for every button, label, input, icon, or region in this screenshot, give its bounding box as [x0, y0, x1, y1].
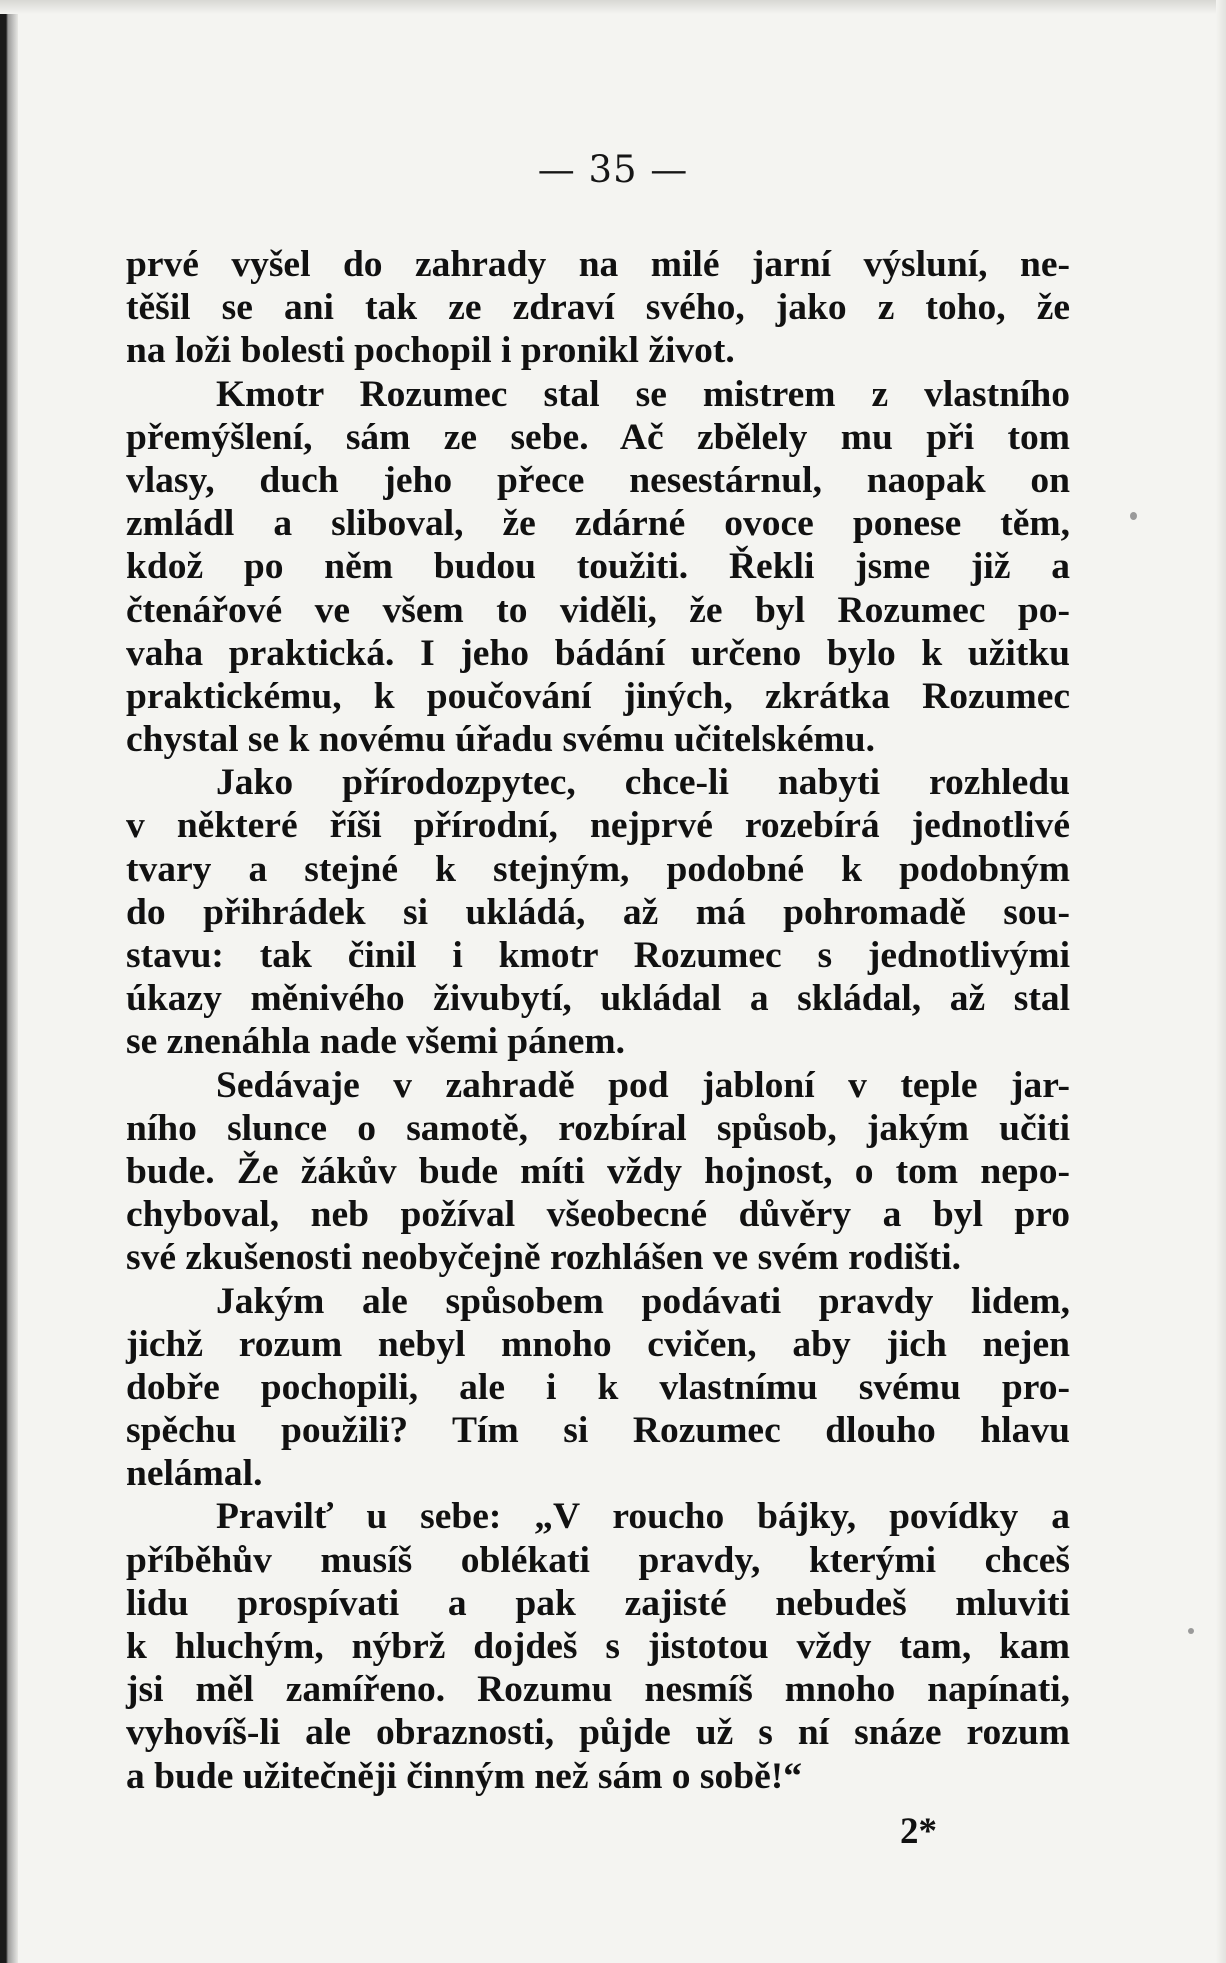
page-right-edge	[1216, 0, 1226, 1963]
text-line: zmládl a sliboval, že zdárné ovoce ponese těm,	[126, 503, 1070, 545]
text-line: Sedávaje v zahradě pod jabloní v teple jar-	[216, 1064, 1070, 1106]
text-line: ního slunce o samotě, rozbíral spůsob, jakým učiti	[126, 1107, 1070, 1149]
text-line: vyhovíš-li ale obraznosti, půjde už s ní snáze rozum	[126, 1712, 1070, 1754]
body-text	[126, 243, 1070, 1798]
text-line: Jako přírodozpytec, chce-li nabyti rozhledu	[216, 762, 1070, 804]
text-line: tvary a stejné k stejným, podobné k podobným	[126, 848, 1070, 890]
text-line: spěchu použili? Tím si Rozumec dlouho hlavu	[126, 1410, 1070, 1452]
text-line: úkazy měnivého živubytí, ukládal a skládal, až stal	[126, 978, 1070, 1020]
text-line: těšil se ani tak ze zdraví svého, jako z toho, že	[126, 287, 1070, 329]
text-line: Kmotr Rozumec stal se mistrem z vlastního	[216, 373, 1070, 415]
text-line: bude. Že žákův bude míti vždy hojnost, o tom nepo-	[126, 1150, 1070, 1192]
text-line: k hluchým, nýbrž dojdeš s jistotou vždy tam, kam	[126, 1626, 1070, 1667]
text-line: chyboval, neb požíval všeobecné důvěry a byl pro	[126, 1194, 1070, 1236]
text-line: Pravilť u sebe: „V roucho bájky, povídky a	[216, 1496, 1070, 1538]
text-line: v některé říši přírodní, nejprvé rozebírá jednotlivé	[126, 805, 1070, 847]
text-line: přemýšlení, sám ze sebe. Ač zbělely mu při tom	[126, 416, 1070, 458]
print-speck	[1188, 1628, 1194, 1634]
text-line: jichž rozum nebyl mnoho cvičen, aby jich nejen	[126, 1323, 1070, 1365]
text-line: vaha praktická. I jeho bádání určeno bylo k užitku	[126, 632, 1070, 674]
text-line: nelámal.	[126, 1453, 263, 1495]
text-line: do přihrádek si ukládá, až má pohromadě sou-	[126, 891, 1070, 933]
print-speck	[1130, 512, 1137, 520]
text-line: prvé vyšel do zahrady na milé jarní výsluní, ne-	[126, 244, 1070, 285]
signature-mark: 2*	[900, 1811, 937, 1852]
text-line: a bude užitečněji činným než sám o sobě!“	[126, 1755, 803, 1797]
text-line: jsi měl zamířeno. Rozumu nesmíš mnoho napínati,	[126, 1669, 1070, 1711]
text-line: dobře pochopili, ale i k vlastnímu svému pro-	[126, 1366, 1070, 1408]
text-line: stavu: tak činil i kmotr Rozumec s jednotlivými	[126, 935, 1070, 976]
text-line: čtenářové ve všem to viděli, že byl Rozumec po-	[126, 589, 1070, 631]
text-line: vlasy, duch jeho přece nesestárnul, naopak on	[126, 459, 1070, 501]
text-line: lidu prospívati a pak zajisté nebudeš mluviti	[126, 1582, 1070, 1624]
text-line: Jakým ale spůsobem podávati pravdy lidem,	[216, 1280, 1070, 1322]
text-line: praktickému, k poučování jiných, zkrátka Rozumec	[126, 675, 1070, 717]
binding-edge	[0, 0, 18, 1963]
text-line: kdož po něm budou toužiti. Řekli jsme již a	[126, 546, 1070, 588]
text-line: na loži bolesti pochopil i pronikl život.	[126, 330, 735, 372]
page-top-shadow	[0, 0, 1226, 14]
text-line: své zkušenosti neobyčejně rozhlášen ve svém rodišti.	[126, 1237, 962, 1279]
page-number: — 35 —	[537, 148, 689, 191]
text-line: se znenáhla nade všemi pánem.	[126, 1021, 625, 1063]
text-line: příběhův musíš oblékati pravdy, kterými chceš	[126, 1539, 1070, 1581]
text-line: chystal se k novému úřadu svému učitelskému.	[126, 719, 876, 761]
